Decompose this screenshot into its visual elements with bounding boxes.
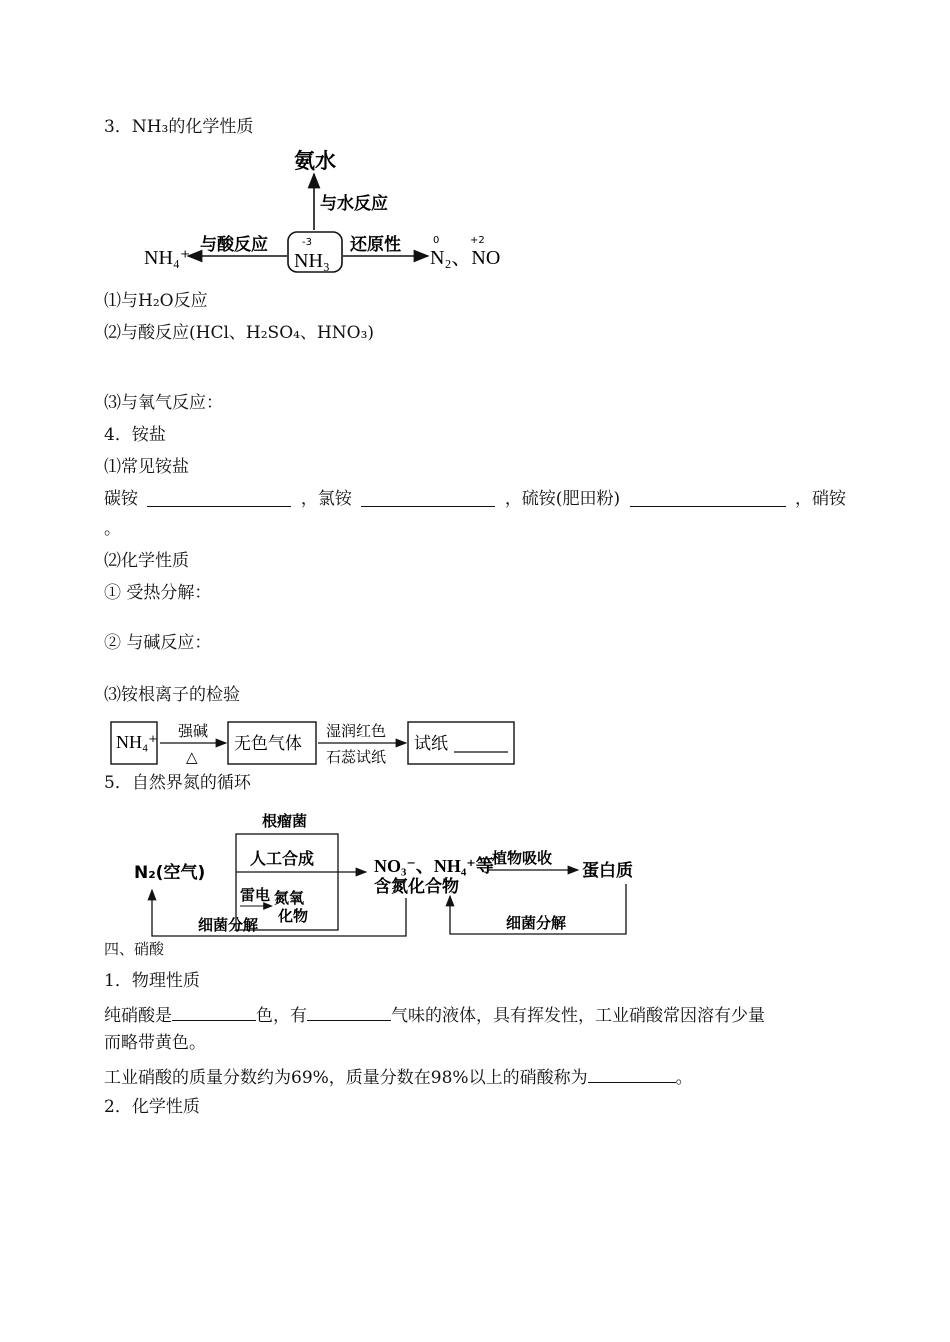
cycle-root-bacteria: 根瘤菌 — [262, 812, 308, 830]
product-ammonia-water: 氨水 — [294, 149, 336, 173]
section-4-heading: 4．铵盐 — [104, 425, 166, 445]
answer-blank[interactable] — [307, 1002, 391, 1021]
item-react-oxygen: ⑶与氧气反应： — [104, 393, 223, 413]
item-react-base: ② 与碱反应： — [104, 633, 212, 653]
cycle-artificial-synthesis: 人工合成 — [250, 849, 315, 868]
nitric-acid-heading: 四、硝酸 — [104, 940, 165, 958]
salts-end-punct: 。 — [104, 519, 121, 539]
fuming-line — [104, 1064, 693, 1089]
test-ammonium-label: NH₄⁺ — [116, 732, 158, 752]
test-litmus-paper: 石蕊试纸 — [326, 748, 387, 766]
cycle-bacteria-decompose-2: 细菌分解 — [506, 914, 567, 932]
physical-fill-row — [104, 1002, 846, 1027]
product-n2-no: N₂、NO — [430, 247, 501, 269]
test-paper-label: 试纸 — [414, 734, 448, 754]
answer-blank[interactable] — [588, 1064, 676, 1083]
nh3-center: NH₃ — [294, 250, 330, 272]
test-wet-red: 湿润红色 — [326, 722, 387, 740]
charge-no: +2 — [470, 235, 485, 246]
common-salts-heading: ⑴常见铵盐 — [104, 457, 189, 477]
product-ammonium: NH₄⁺ — [144, 247, 191, 269]
salts-fill-row — [104, 488, 846, 510]
cycle-bacteria-decompose-1: 细菌分解 — [198, 916, 259, 934]
cycle-nitrate-ammonium: NO₃⁻、NH₄⁺等 — [374, 856, 494, 876]
answer-blank[interactable] — [147, 488, 291, 507]
salt-ammonium-nitrate: ，硝铵 — [794, 489, 846, 509]
chem-props-heading: ⑵化学性质 — [104, 551, 189, 571]
item-react-water: ⑴与H₂O反应 — [104, 291, 208, 311]
label-react-acid: 与酸反应 — [200, 235, 268, 255]
pure-nitric-text: 纯硝酸是 — [104, 1006, 172, 1026]
label-reducing: 还原性 — [350, 235, 401, 255]
chemical-props-heading: 2．化学性质 — [104, 1097, 200, 1117]
cycle-lightning: 雷电 — [240, 886, 271, 904]
cycle-nox-2: 化物 — [278, 907, 309, 925]
salt-ammonium-bicarbonate: 碳铵 — [104, 489, 138, 509]
cycle-nox-1: 氮氧 — [274, 889, 305, 907]
nitrogen-cycle-diagram — [128, 806, 648, 940]
answer-blank[interactable] — [630, 488, 786, 507]
salt-ammonium-sulfate: ，硫铵(肥田粉) — [504, 489, 621, 509]
section-5-heading: 5．自然界氮的循环 — [104, 773, 251, 793]
test-heat-symbol: △ — [186, 748, 198, 766]
cycle-protein: 蛋白质 — [582, 861, 633, 881]
industrial-fraction-text: 工业硝酸的质量分数约为69%，质量分数在98%以上的硝酸称为 — [104, 1068, 588, 1088]
yellow-tint-text: 而略带黄色。 — [104, 1033, 206, 1053]
nh3-charge: -3 — [302, 237, 312, 248]
section-3-heading: 3．NH₃的化学性质 — [104, 117, 254, 137]
answer-blank[interactable] — [361, 488, 495, 507]
test-colorless-gas: 无色气体 — [234, 734, 302, 754]
item-heat-decompose: ① 受热分解： — [104, 583, 212, 603]
cycle-plant-absorb: 植物吸收 — [492, 849, 553, 867]
test-strong-base: 强碱 — [178, 722, 209, 740]
label-react-water: 与水反应 — [320, 194, 388, 214]
fuming-end: 。 — [675, 1068, 693, 1088]
physical-props-heading: 1．物理性质 — [104, 971, 200, 991]
nh3-reaction-diagram — [130, 140, 530, 280]
item-react-acid: ⑵与酸反应(HCl、H₂SO₄、HNO₃) — [104, 323, 375, 343]
ammonium-test-flow — [108, 712, 528, 768]
answer-blank[interactable] — [172, 1002, 256, 1021]
odor-text: 气味的液体，具有挥发性，工业硝酸常因溶有少量 — [391, 1006, 765, 1026]
cycle-n2-air: N₂(空气) — [134, 863, 206, 883]
color-text: 色，有 — [256, 1006, 307, 1026]
cycle-nitrogen-compounds: 含氮化合物 — [374, 877, 459, 897]
ammonium-test-heading: ⑶铵根离子的检验 — [104, 685, 240, 705]
salt-ammonium-chloride: ，氯铵 — [300, 489, 352, 509]
charge-n2: 0 — [433, 235, 440, 246]
